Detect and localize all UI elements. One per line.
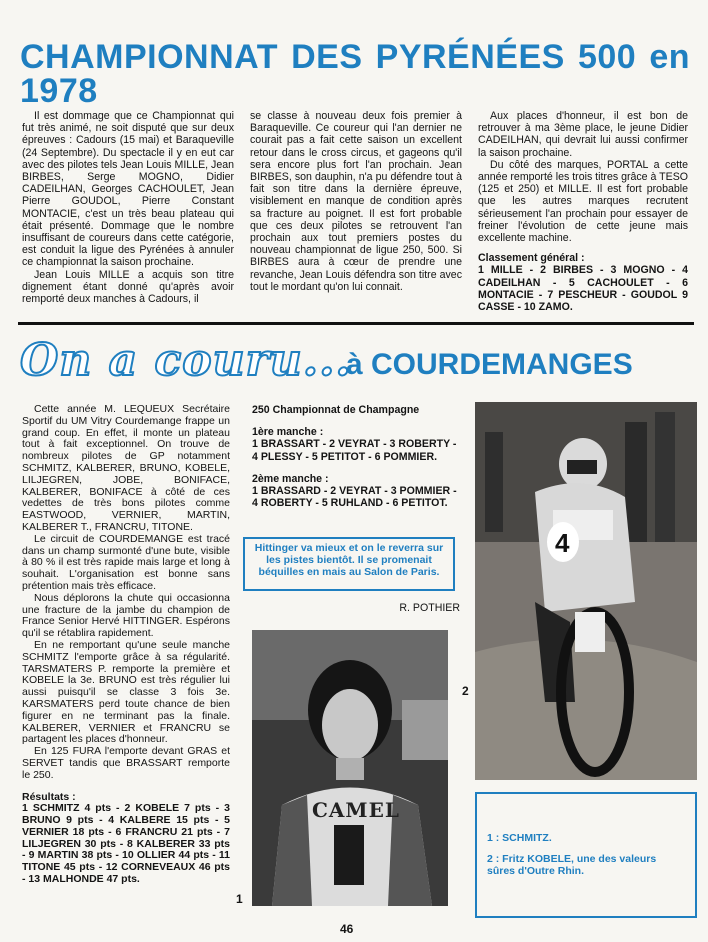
- title-word-5: en: [649, 38, 690, 76]
- page-number: 46: [340, 922, 354, 936]
- info-box-text: Hittinger va mieux et on le reverra sur les pistes bientôt. Il se promenait béquilles en mais au Salon de Paris.: [254, 542, 444, 578]
- photo1-label: 1: [236, 892, 243, 906]
- photo-schmitz-image: [252, 630, 448, 906]
- photo-kobele-image: [475, 402, 697, 780]
- info-box: [243, 537, 455, 591]
- classement-title: Classement général :: [478, 252, 585, 265]
- photo-kobele: [475, 402, 697, 780]
- author: R. POTHIER: [399, 602, 460, 614]
- championnat-champagne-title: 250 Championnat de Champagne: [252, 404, 420, 416]
- svg-text:4: 4: [555, 528, 570, 558]
- article1-col2: se classe à nouveau deux fois premier à Baraqueville. Ce coureur qui l'an dernier ne courait pas a fait cette saison un excellent retour dans le cross circus, et gageons qu'il sera encore plus fort l'an prochain. Jean BIRBES, son dauphin, n'a pu défendre tout à fait son titre dans la dernière épreuve, visiblement en manque de condition après sa fracture au poignet. Il est fort probable que ces deux pilotes se retrouvent l'an prochain aux tout premiers postes du nouveau championnat de ligue 250, 500. Si BIRBES aura à cœur de prendre une revanche, Jean Louis défendra son titre avec tout le mordant qu'on lui connait.: [250, 110, 462, 293]
- title-year: 1978: [20, 72, 98, 110]
- photo-captions-box: [475, 792, 697, 918]
- title-word-3: PYRÉNÉES: [375, 38, 565, 76]
- results-list: 1 SCHMITZ 4 pts - 2 KOBELE 7 pts - 3 BRUNO 9 pts - 4 KALBERE 15 pts - 5 VERNIER 18 pts - 6 FRANCRU 21 pts - 7 LILJEGREN 30 pts - 8 KALBERER 33 pts - 9 MARTIN 38 pts - 10 OLLIER 44 pts - 11 TITONE 45 pts - 12 CORNEVEAUX 46 pts - 13 MALHONDE 47 pts.: [22, 802, 230, 886]
- article1-col3: Aux places d'honneur, il est bon de retrouver à ma 3ème place, le jeune Didier CADEILHAN, qui devrait lui aussi confirmer la saison prochaine. Du côté des marques, PORTAL a cette année remporté les trois titres grâce à TESO (125 et 250) et MILLE. Il est fort probable que les autres marques recrutent sérieusement l'an prochain pour essayer de freiner l'évolution de cette jeune mais excellente machine. Classement général : 1 MILLE - 2 BIRBES - 3 MOGNO - 4 CADEILHAN - 5 CACHOULET - 6 MONTACIE - 7 PESCHEUR - GOUDOL 9 CASSE - 10 ZAMO.: [478, 110, 689, 314]
- article1-title: [20, 40, 690, 108]
- classement-list: 1 MILLE - 2 BIRBES - 3 MOGNO - 4 CADEILHAN - 5 CACHOULET - 6 MONTACIE - 7 PESCHEUR - GOUDOL 9 CASSE - 10 ZAMO.: [478, 264, 688, 314]
- camel-shirt-text: CAMEL: [312, 798, 400, 822]
- caption-2: 2 : Fritz KOBELE, une des valeurs sûres d'Outre Rhin.: [487, 852, 657, 877]
- title-word-4: 500: [577, 38, 637, 76]
- on-a-couru-title: On a couru...: [20, 335, 352, 386]
- article2-col1: Cette année M. LEQUEUX Secrétaire Sportif du UM Vitry Courdemange frappe un grand coup. En effet, il monte un plateau tout à fait exceptionnel. On trouve de nombreux pilotes de GP notamment SCHMITZ, KALBERER, BRUNO, KOBELE, LILJEGREN, JOBE, BONIFACE, KALBERER, BONIFACE à côté de ces vedettes de très bons pilotes comme EASTWOOD, VERNIER, MARTIN, KALBERER T., FRANCRU, TITONE. Le circuit de COURDEMANGE est tracé dans un champ surmonté d'une bute, visible à 80 % il est très rapide mais large et long à souhait. L'organisation est bonne sans prétention mais très efficace. Nous déplorons la chute qui occasionna une fracture de la jambe du champion de France Senior Hervé HITTINGER. Espérons qu'il se rétablira rapidement. En ne remportant qu'une seule manche SCHMITZ l'emporte grâce à sa régularité. TARSMATERS P. remporte la première et KOBELE la 3e. BRUNO est très régulier lui aussi puisqu'il se classe 3 fois 3e. KARSMATERS perd toute chance de bien figurer en ne terminant pas la finale. KALBERER, VERNIER et FRANCRU se partagent les places d'honneur. En 125 FURA l'emporte devant GRAS et SERVET tandis que BRASSART remporte le 250. Résultats : 1 SCHMITZ 4 pts - 2 KOBELE 7 pts - 3 BRUNO 9 pts - 4 KALBERE 15 pts - 5 VERNIER 18 pts - 6 FRANCRU 21 pts - 7 LILJEGREN 30 pts - 8 KALBERER 33 pts - 9 MARTIN 38 pts - 10 OLLIER 44 pts - 11 TITONE 45 pts - 12 CORNEVEAUX 46 pts - 13 MALHONDE 47 pts.: [22, 403, 230, 886]
- section-divider: [18, 322, 694, 325]
- results-title: Résultats :: [22, 790, 76, 803]
- photo-schmitz: [252, 630, 448, 906]
- caption-1: 1 : SCHMITZ.: [487, 832, 552, 844]
- article1-col1: Il est dommage que ce Championnat qui fut très animé, ne soit disputé que sur deux épreuves : Cadours (15 mai) et Baraqueville (24 Septembre). Du spectacle il y en eut car avec des pilotes tels Jean Louis MILLE, Jean BIRBES, Serge MOGNO, Didier CADEILHAN, Georges CACHOULET, Jean Pierre GOUDOL, Pierre Constant MONTACIE, c'est un très beau plateau qui était présenté. Dommage que le nombre insuffisant de coureurs dans cette catégorie, est conduit la ligue des Pyrénées à annuler ce championnat la saison prochaine. Jean Louis MILLE a acquis son titre dignement étant donné qu'après avoir remporté deux manches à Cadours, il: [22, 110, 234, 306]
- article2-col2: 250 Championnat de Champagne 1ère manche : 1 BRASSART - 2 VEYRAT - 3 ROBERTY - 4 PLESSY - 5 PETITOT - 6 POMMIER. 2ème manche : 1 BRASSARD - 2 VEYRAT - 3 POMMIER - 4 ROBERTY - 5 RUHLAND - 6 PETITOT.: [252, 404, 457, 510]
- title-word-1: CHAMPIONNAT: [20, 38, 278, 76]
- title-word-2: DES: [291, 38, 363, 76]
- courdemanges-title: à COURDEMANGES: [346, 348, 633, 381]
- photo2-label: 2: [462, 684, 469, 698]
